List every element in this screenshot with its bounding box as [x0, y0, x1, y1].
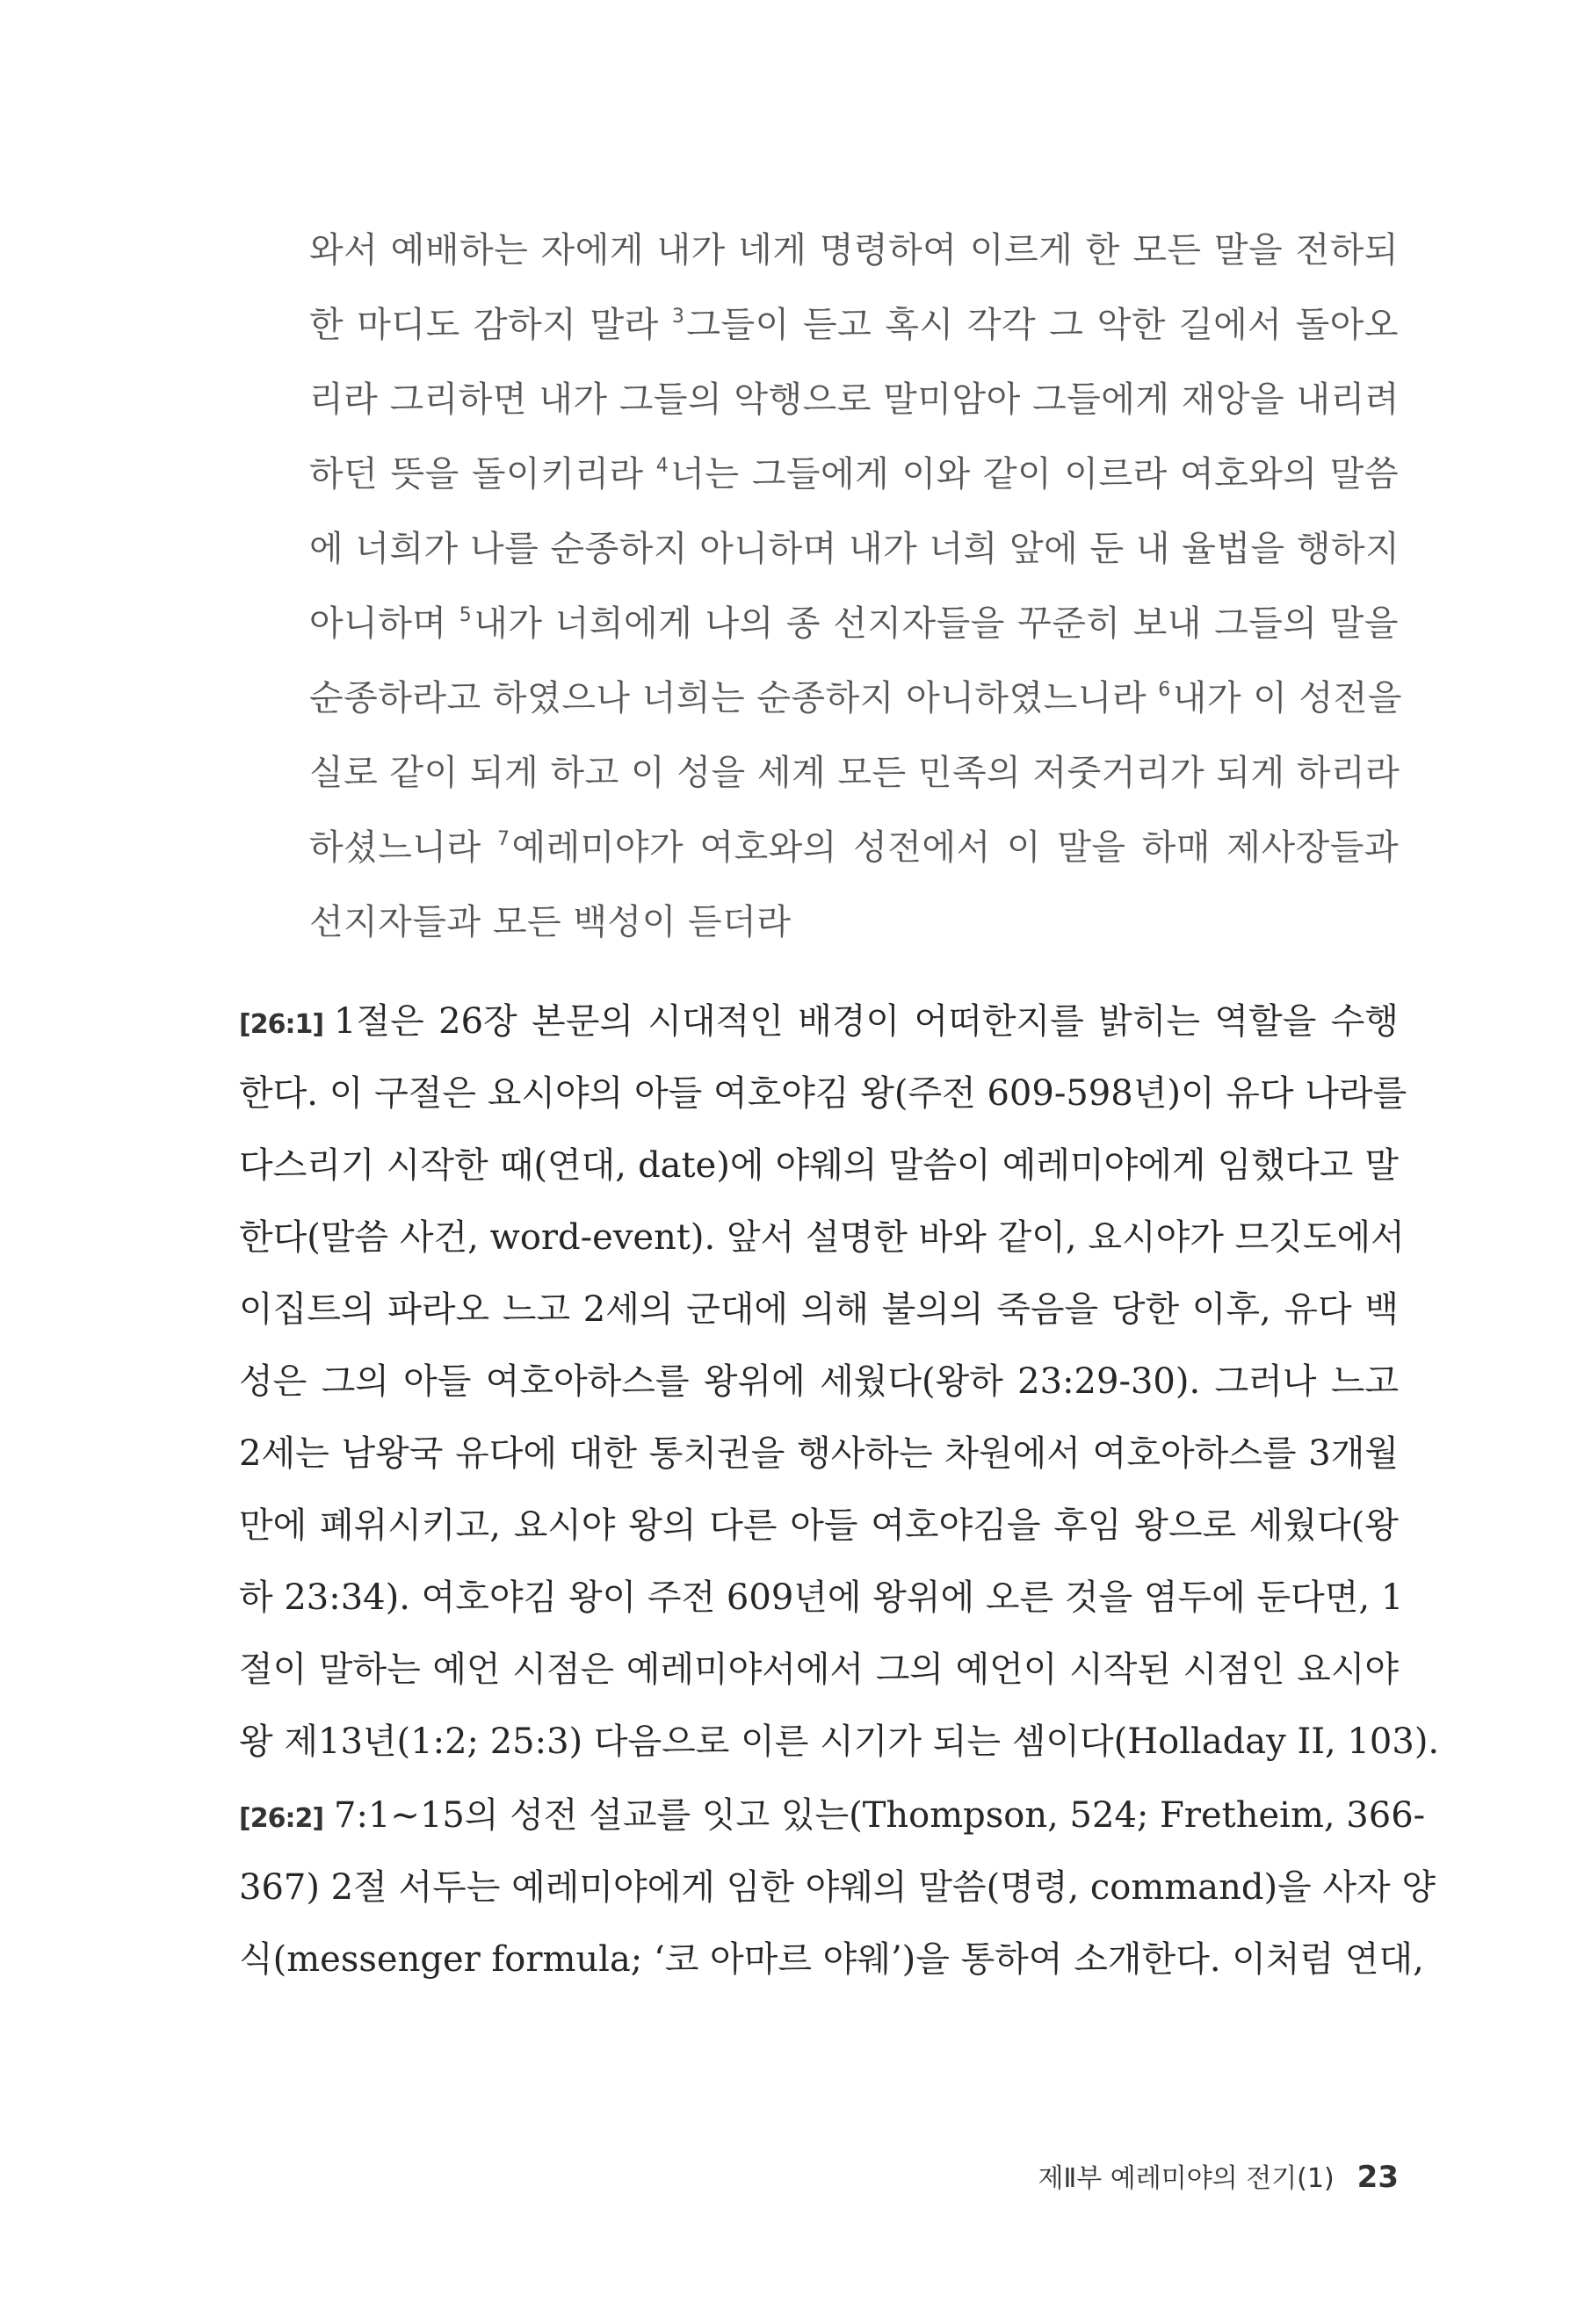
quote-text: 실로 같이 되게 하고 이 성을 세계 모든 민족의 저줏거리가 되게 하리라: [309, 753, 1400, 793]
quote-text: 한 마디도 감하지 말라: [309, 305, 672, 345]
commentary-text: 식(messenger formula; ‘코 아마르 야웨’)을 통하여 소개한다. 이처럼 연대,: [239, 1939, 1424, 1980]
running-header-chapter: 제Ⅱ부 예레미야의 전기(1): [1038, 2163, 1335, 2194]
verse-number: 7: [496, 828, 510, 850]
commentary-text: 성은 그의 아들 여호아하스를 왕위에 세웠다(왕하 23:29-30). 그러나 느고: [239, 1361, 1399, 1402]
verse-number: 6: [1158, 679, 1171, 701]
quote-line: [309, 891, 1399, 966]
verse-number: 5: [459, 604, 473, 626]
commentary-text: 한다. 이 구절은 요시야의 아들 여호야김 왕(주전 609-598년)이 유다 나라를: [239, 1073, 1407, 1114]
commentary-text: 하 23:34). 여호야김 왕이 주전 609년에 왕위에 오른 것을 염두에 둔다면, 1: [239, 1577, 1404, 1618]
commentary-line: [239, 1423, 1399, 1495]
commentary-text: 1절은 26장 본문의 시대적인 배경이 어떠한지를 밝히는 역할을 수행: [334, 1001, 1399, 1042]
commentary-line: [239, 1785, 1426, 1857]
quote-text: 내가 너희에게 나의 종 선지자들을 꾸준히 보내 그들의 말을: [474, 603, 1400, 644]
quote-text: 아니하며: [309, 603, 459, 644]
quote-text: 내가 이 성전을: [1172, 678, 1403, 718]
commentary-line: [239, 1495, 1399, 1567]
quote-text: 그들이 듣고 혹시 각각 그 악한 길에서 돌아오: [686, 305, 1399, 345]
commentary-line: [239, 1929, 1424, 2001]
verse-reference: [26:2]: [239, 1803, 324, 1834]
quote-line: [309, 518, 1399, 593]
verse-number: 4: [655, 455, 669, 477]
commentary-text: 만에 폐위시키고, 요시야 왕의 다른 아들 여호야김을 후임 왕으로 세웠다(왕: [239, 1505, 1399, 1546]
commentary-line: [239, 1351, 1399, 1423]
quote-line: [309, 593, 1399, 668]
commentary-text: 2세는 남왕국 유다에 대한 통치권을 행사하는 차원에서 여호아하스를 3개월: [239, 1433, 1399, 1474]
scripture-quote-block: [309, 220, 1403, 966]
quote-text: 리라 그리하면 내가 그들의 악행으로 말미암아 그들에게 재앙을 내리려: [309, 379, 1400, 420]
commentary-line: [239, 1063, 1407, 1135]
commentary-text: 왕 제13년(1:2; 25:3) 다음으로 이른 시기가 되는 셈이다(Holladay II, 103).: [239, 1721, 1440, 1762]
quote-text: 하던 뜻을 돌이키리라: [309, 454, 656, 494]
commentary-text: 7:1~15의 성전 설교를 잇고 있는(Thompson, 524; Fretheim, 366-: [334, 1795, 1426, 1836]
quote-text: 순종하라고 하였으나 너희는 순종하지 아니하였느니라: [309, 678, 1159, 718]
commentary-line: [239, 1639, 1399, 1711]
commentary-text: 다스리기 시작한 때(연대, date)에 야웨의 말씀이 예레미야에게 임했다고 말: [239, 1145, 1399, 1186]
quote-line: [309, 294, 1399, 369]
quote-line: [309, 668, 1403, 742]
commentary-26-2: [239, 1785, 1436, 2001]
quote-line: [309, 220, 1399, 294]
quote-text: 선지자들과 모든 백성이 듣더라: [309, 902, 792, 942]
commentary-text: 이집트의 파라오 느고 2세의 군대에 의해 불의의 죽음을 당한 이후, 유다 백: [239, 1289, 1399, 1330]
commentary-line: [239, 1567, 1404, 1639]
commentary-26-1: [239, 991, 1440, 1783]
commentary-text: 절이 말하는 예언 시점은 예레미야서에서 그의 예언이 시작된 시점인 요시야: [239, 1649, 1399, 1690]
commentary-line: [239, 1711, 1440, 1783]
verse-reference: [26:1]: [239, 1009, 324, 1040]
quote-line: [309, 369, 1399, 444]
commentary-text: 한다(말씀 사건, word-event). 앞서 설명한 바와 같이, 요시야가 므깃도에서: [239, 1217, 1405, 1258]
quote-text: 하셨느니라: [309, 827, 497, 868]
page-number: 23: [1356, 2160, 1399, 2195]
quote-text: 너는 그들에게 이와 같이 이르라 여호와의 말씀: [670, 454, 1400, 494]
quote-line: [309, 742, 1399, 817]
quote-text: 예레미야가 여호와의 성전에서 이 말을 하매 제사장들과: [511, 827, 1399, 868]
quote-text: 와서 예배하는 자에게 내가 네게 명령하여 이르게 한 모든 말을 전하되: [309, 230, 1399, 271]
commentary-text: 367) 2절 서두는 예레미야에게 임한 야웨의 말씀(명령, command)을 사자 양: [239, 1867, 1436, 1908]
quote-line: [309, 444, 1399, 518]
page-footer: [931, 2156, 1399, 2195]
quote-text: 에 너희가 나를 순종하지 아니하며 내가 너희 앞에 둔 내 율법을 행하지: [309, 529, 1400, 569]
commentary-line: [239, 1857, 1436, 1929]
quote-line: [309, 817, 1399, 891]
commentary-line: [239, 1135, 1399, 1207]
verse-number: 3: [671, 306, 685, 328]
commentary-line: [239, 991, 1399, 1063]
commentary-line: [239, 1207, 1405, 1279]
commentary-line: [239, 1279, 1399, 1351]
